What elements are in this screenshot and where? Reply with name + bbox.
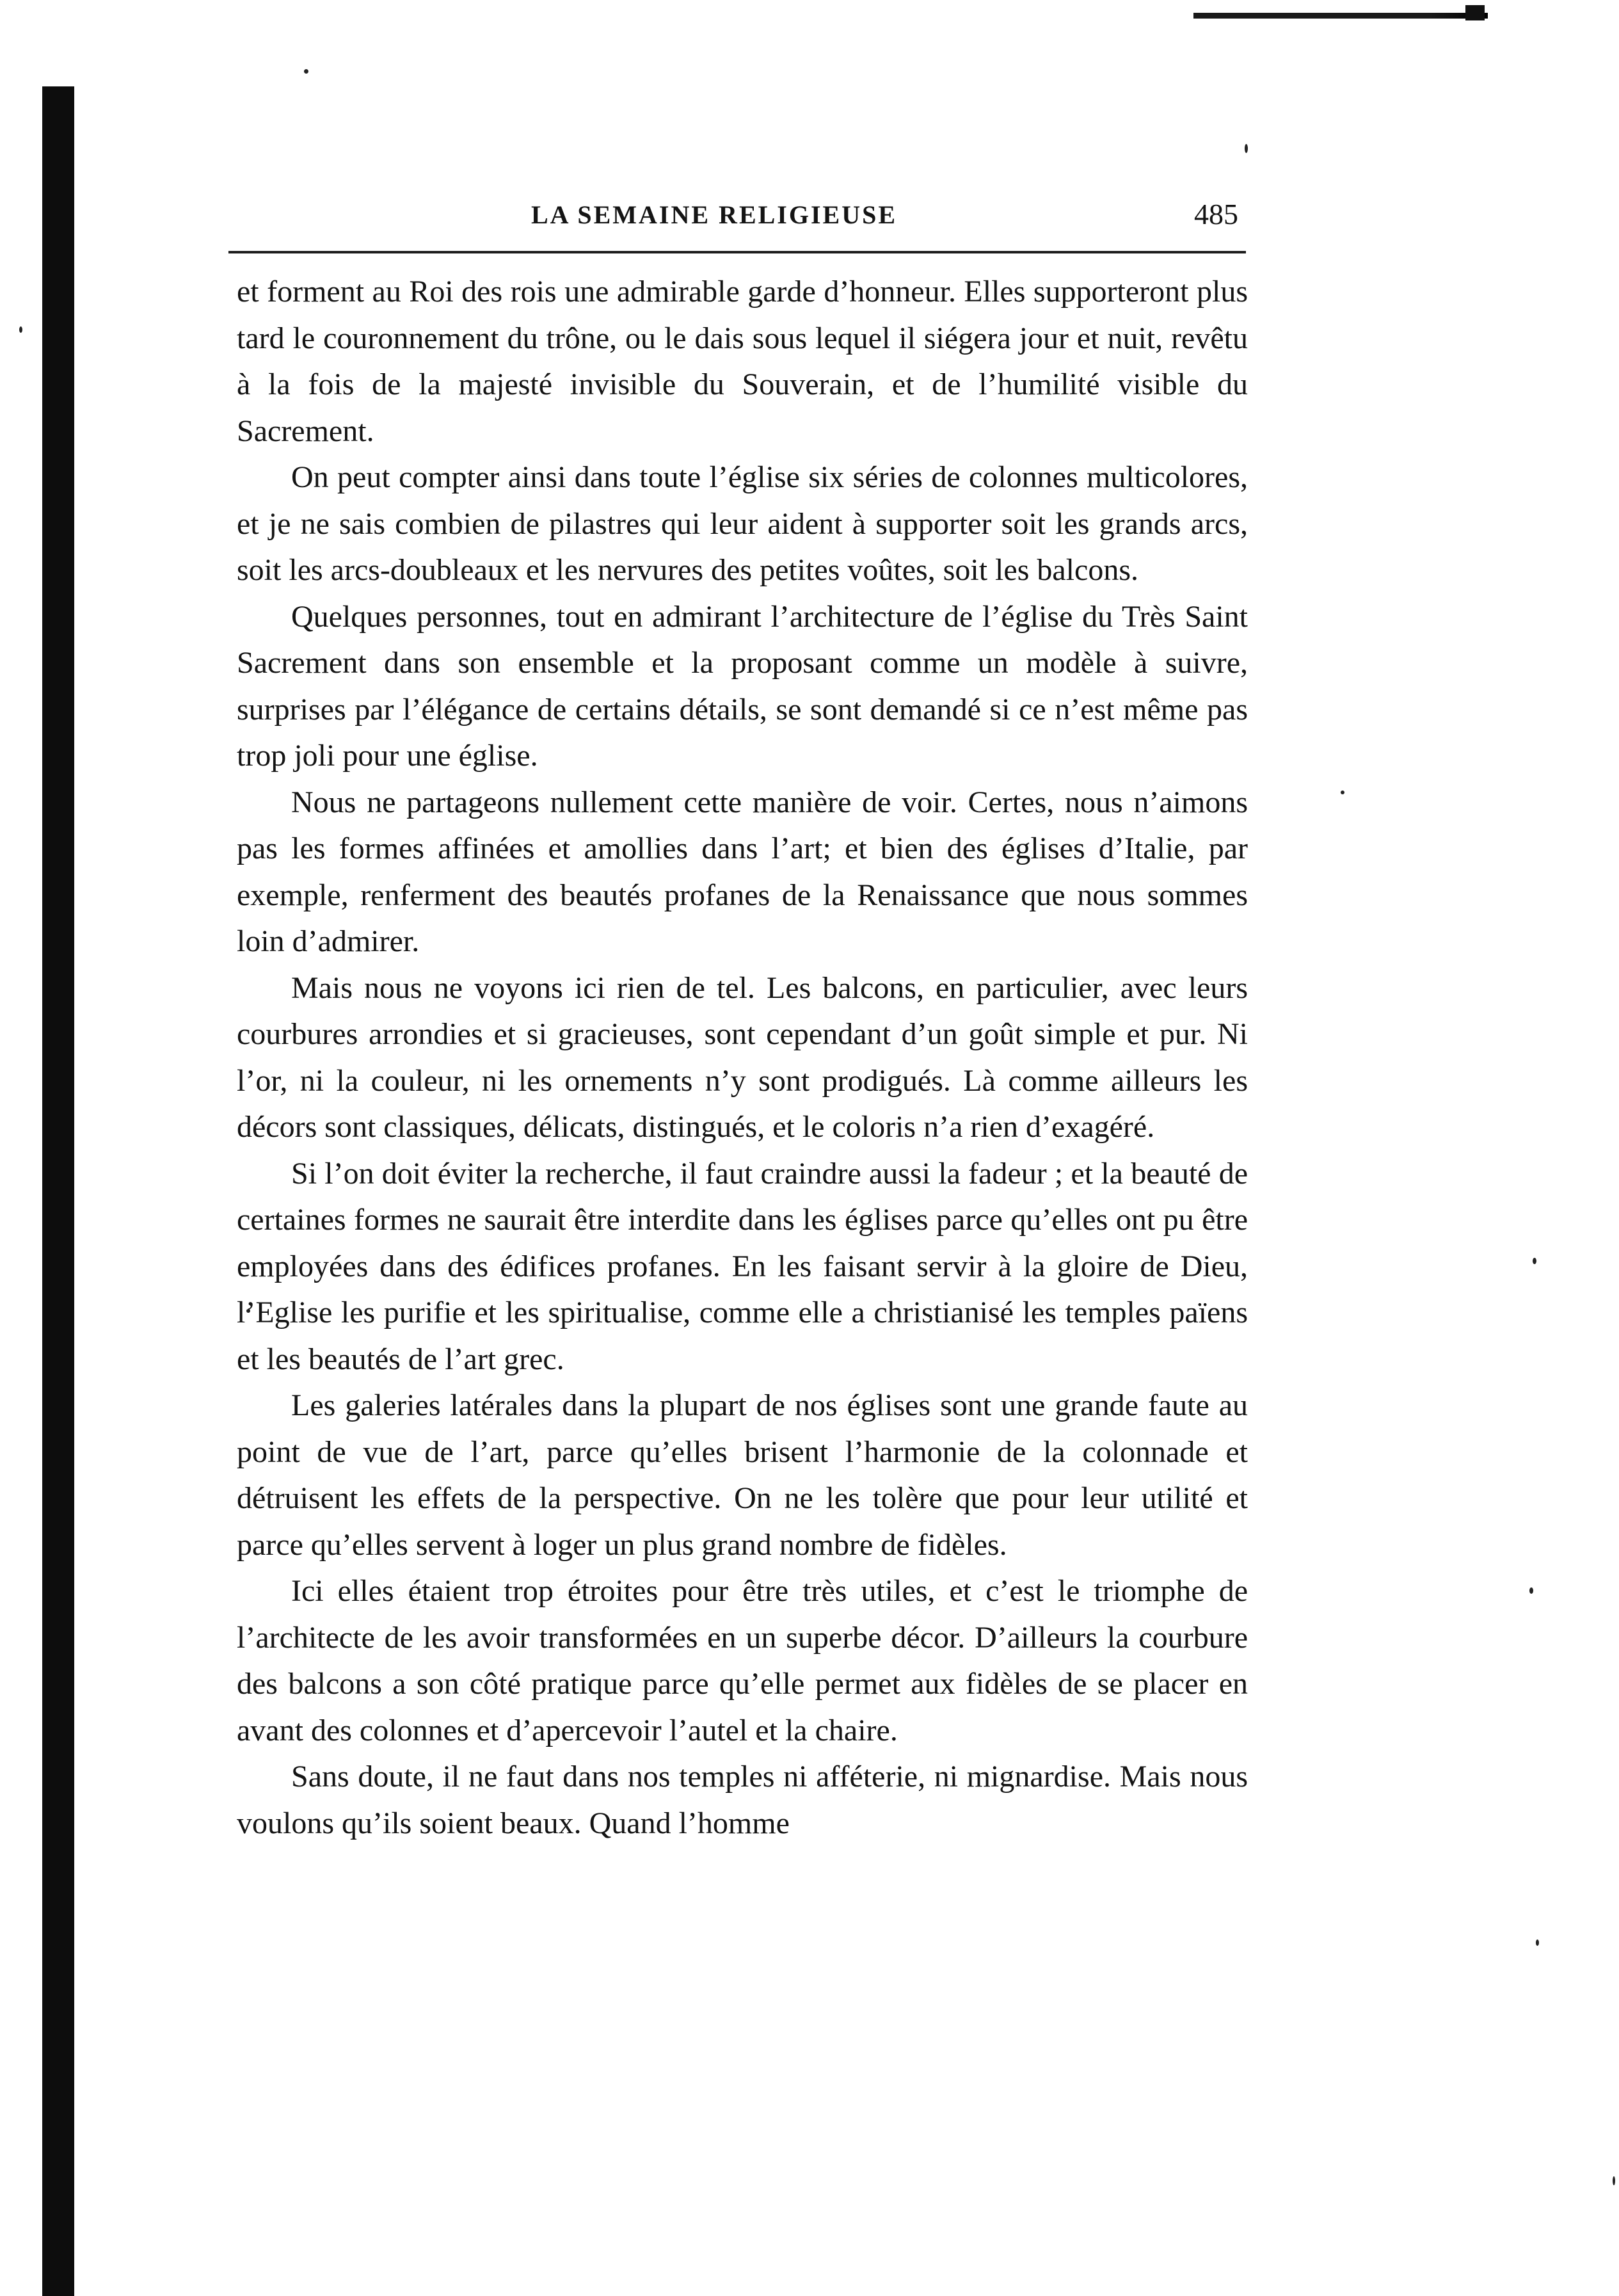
speck (19, 326, 22, 333)
top-rule (1193, 13, 1488, 19)
header-rule (228, 251, 1246, 253)
running-title: LA SEMAINE RELIGIEUSE (531, 200, 898, 229)
speck (1533, 1258, 1536, 1264)
paragraph: Sans doute, il ne faut dans nos temples ni afféterie, ni mignardise. Mais nous voulons qu’ils soient beaux. Quand l’homme (237, 1760, 1248, 1840)
paragraph: et forment au Roi des rois une admirable garde d’honneur. Elles supporteront plus tard le couronnement du trône, ou le dais sous lequel il siégera jour et nuit, revêtu à la fois de la majesté invisible du Souverain, et de l’humilité visible du Sacrement. (237, 275, 1248, 448)
speck (1529, 1587, 1533, 1594)
paragraph: Les galeries latérales dans la plupart de nos églises sont une grande faute au point de vue de l’art, parce qu’elles brisent l’harmonie de la colonnade et détruisent les effets de la perspective. On ne les tolère que pour leur utilité et parce qu’elles servent à loger un plus grand nombre de fidèles. (237, 1388, 1248, 1562)
speck (1245, 144, 1248, 153)
top-rule-tail (1465, 5, 1485, 20)
paragraph: Si l’on doit éviter la recherche, il faut craindre aussi la fadeur ; et la beauté de certaines formes ne saurait être interdite dans les églises parce qu’elles ont pu être employées dans des édifices profanes. En les faisant servir à la gloire de Dieu, l’Eglise les purifie et les spiritualise, comme elle a christianisé les temples païens et les beautés de l’art grec. (237, 1156, 1248, 1376)
speck (1536, 1939, 1539, 1946)
paragraph: Nous ne partageons nullement cette manière de voir. Certes, nous n’aimons pas les formes affinées et amollies dans l’art; et bien des églises d’Italie, par exemple, renferment des beautés profanes de la Renaissance que nous sommes loin d’admirer. (237, 785, 1248, 958)
paragraph: Ici elles étaient trop étroites pour être très utiles, et c’est le triomphe de l’architecte de les avoir transformées en un superbe décor. D’ailleurs la courbure des balcons a son côté pratique parce qu’elle permet aux fidèles de se placer en avant des colonnes et d’apercevoir l’autel et la chaire. (237, 1574, 1248, 1747)
paragraph: Mais nous ne voyons ici rien de tel. Les balcons, en particulier, avec leurs courbures arrondies et si gracieuses, sont cependant d’un goût simple et pur. Ni l’or, ni la couleur, ni les ornements n’y sont prodigués. Là comme ailleurs les décors sont classiques, délicats, distingués, et le coloris n’a rien d’exagéré. (237, 970, 1248, 1144)
speck (1341, 791, 1344, 794)
speck (1613, 2176, 1615, 2185)
page-header (240, 197, 1238, 236)
paragraph: Quelques personnes, tout en admirant l’architecture de l’église du Très Saint Sacrement dans son ensemble et la proposant comme un modèle à suivre, surprises par l’élégance de certains détails, se sont demandé si ce n’est même pas trop joli pour une église. (237, 599, 1248, 773)
body-text (237, 269, 1248, 1847)
page-number: 485 (1194, 198, 1238, 230)
binding-edge (42, 86, 74, 2296)
speck (304, 69, 308, 74)
paragraph: On peut compter ainsi dans toute l’église six séries de colonnes multicolores, et je ne sais combien de pilastres qui leur aident à supporter soit les grands arcs, soit les arcs-doubleaux et les nervures des petites voûtes, soit les balcons. (237, 460, 1248, 587)
